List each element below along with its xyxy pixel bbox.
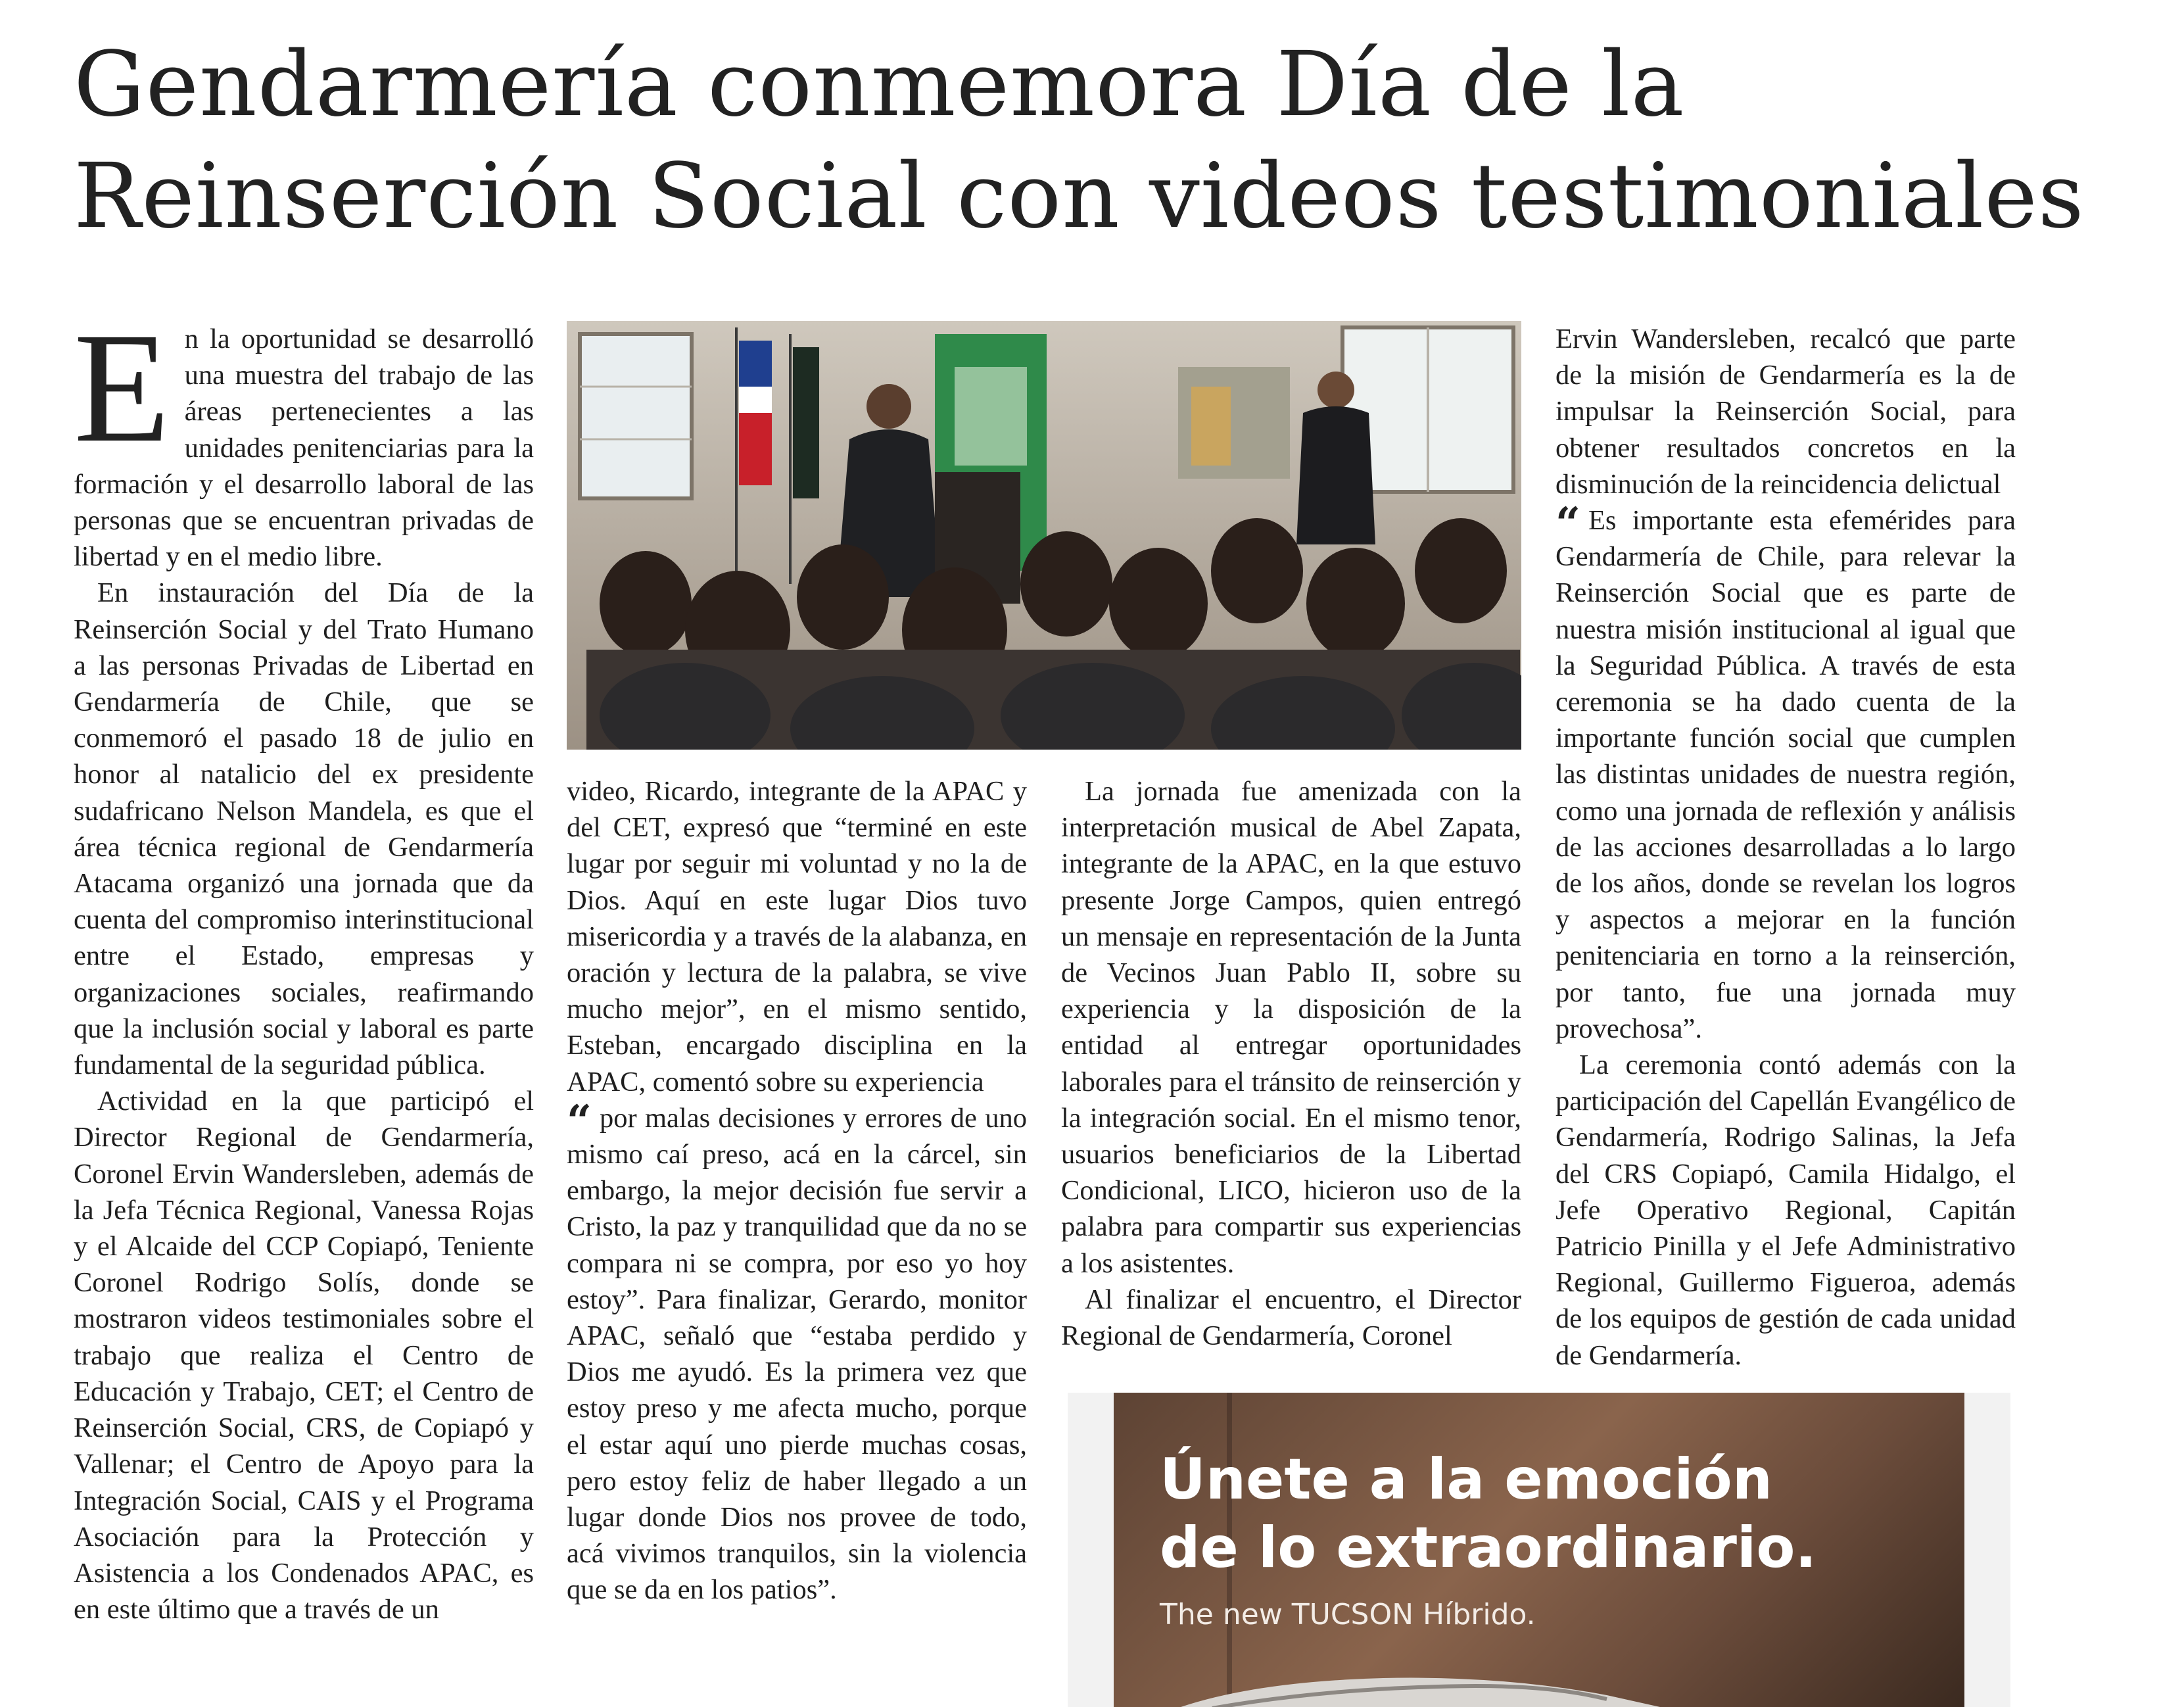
article-paragraph: La jornada fue amenizada con la interpretación musical de Abel Zapata, integrante de la APAC, en la que estuvo presente Jorge Campos, quien entregó un mensaje en representación de la Junta de Vecinos Juan Pablo II, sobre su experiencia y la disposición de la entidad al entregar oportunidades laborales para el tránsito de reinserción y la integración social. En el mismo tenor, usuarios beneficiarios de la Libertad Condicional, LICO, hicieron uso de la palabra para compartir sus experiencias a los asistentes. (1061, 776, 1521, 1279)
drop-cap: E (74, 300, 170, 475)
car-icon (1133, 1669, 1725, 1707)
article-column-2 (567, 773, 1027, 1608)
quote-text: Es importante esta efemérides para Gendarmería de Chile, para relevar la Reinserción Social que es parte de nuestra misión institucional al igual que la Seguridad Pública. A través de esta ceremonia se ha dado cuenta de la importante función social que cumplen las distintas unidades de nuestra región, como una jornada de reflexión y análisis de las acciones desarrolladas a lo largo de los años, donde se revelan los logros y aspectos a mejorar en la función penitenciaria en torno a la reinserción, por tanto, fue una jornada muy provechosa”. (1555, 505, 2016, 1044)
advertisement[interactable] (1068, 1393, 2010, 1707)
event-photo-illustration (567, 321, 1521, 750)
event-photo (567, 321, 1521, 750)
article-paragraph: Al finalizar el encuentro, el Director Regional de Gendarmería, Coronel (1061, 1284, 1521, 1352)
quote-mark-icon: “ (1555, 498, 1580, 550)
article-column-3 (1061, 773, 1521, 1354)
article-paragraph: video, Ricardo, integrante de la APAC y del CET, expresó que “terminé en este lugar por seguir mi voluntad y no la de Dios. Aquí en este lugar Dios tuvo misericordia y a través de la alabanza, en oración y lectura de la palabra, se vive mucho mejor”, en el mismo sentido, Esteban, encargado disciplina en la APAC, comentó sobre su experiencia (567, 776, 1027, 1097)
pull-quote (1555, 498, 2016, 1047)
ad-banner[interactable] (1114, 1393, 1964, 1707)
paragraph-text: n la oportunidad se desarrolló una muestra del trabajo de las áreas pertenecientes a las unidades penitenciarias para la formación y el desarrollo laboral de las personas que se encuentran privadas de libertad y en el medio libre. (74, 324, 534, 573)
article-paragraph: Ervin Wandersleben, recalcó que parte de la misión de Gendarmería es la de impulsar la Reinserción Social, para obtener resultados concretos en la disminución de la reincidencia delictual (1555, 324, 2016, 500)
article-headline: Gendarmería conmemora Día de la Reinserción Social con videos testimoniales (74, 33, 2085, 249)
ad-subline: The new TUCSON Híbrido. (1160, 1598, 1536, 1631)
pull-quote (567, 1095, 1027, 1608)
article-paragraph (74, 300, 534, 575)
article-paragraph: En instauración del Día de la Reinserción Social y del Trato Humano a las personas Privadas de Libertad en Gendarmería de Chile, que se conmemoró el pasado 18 de julio en honor al natalicio del ex presidente sudafricano Nelson Mandela, es que el área técnica regional de Gendarmería Atacama organizó una jornada que da cuenta del compromiso interinstitucional entre el Estado, empresas y organizaciones sociales, reafirmando que la inclusión social y laboral es parte fundamental de la seguridad pública. (74, 577, 534, 1081)
quote-text: por malas decisiones y errores de uno mismo caí preso, acá en la cárcel, sin embargo, la mejor decisión fue servir a Cristo, la paz y tranquilidad que da no se compara ni se compra, por eso yo hoy estoy”. Para finalizar, Gerardo, monitor APAC, señaló que “estaba perdido y Dios me ayudó. Es la primera vez que estoy preso y me afecta mucho, porque el estar aquí uno pierde muchas cosas, pero estoy feliz de haber llegado a un lugar donde Dios nos provee de todo, acá vivimos tranquilos, sin la violencia que se da en los patios”. (567, 1102, 1027, 1606)
article-paragraph: Actividad en la que participó el Director Regional de Gendarmería, Coronel Ervin Wandersleben, además de la Jefa Técnica Regional, Vanessa Rojas y el Alcaide del CCP Copiapó, Teniente Coronel Rodrigo Solís, donde se mostraron videos testimoniales sobre el trabajo que realiza el Centro de Educación y Trabajo, CET; el Centro de Reinserción Social, CRS, de Copiapó y Vallenar; el Centro de Apoyo para la Integración Social, CAIS y el Programa Asociación para la Protección y Asistencia a los Condenados APAC, es en este último que a través de un (74, 1086, 534, 1625)
article-column-1 (74, 300, 534, 1627)
quote-mark-icon: “ (567, 1095, 592, 1147)
article-paragraph: La ceremonia contó además con la participación del Capellán Evangélico de Gendarmería, Rodrigo Salinas, la Jefa del CRS Copiapó, Camila Hidalgo, el Jefe Operativo Regional, Capitán Patricio Pinilla y el Jefe Administrativo Regional, Guillermo Figueroa, además de los equipos de gestión de cada unidad de Gendarmería. (1555, 1049, 2016, 1371)
article-column-4 (1555, 321, 2016, 1374)
ad-headline: Únete a la emoción de lo extraordinario. (1160, 1447, 1817, 1581)
